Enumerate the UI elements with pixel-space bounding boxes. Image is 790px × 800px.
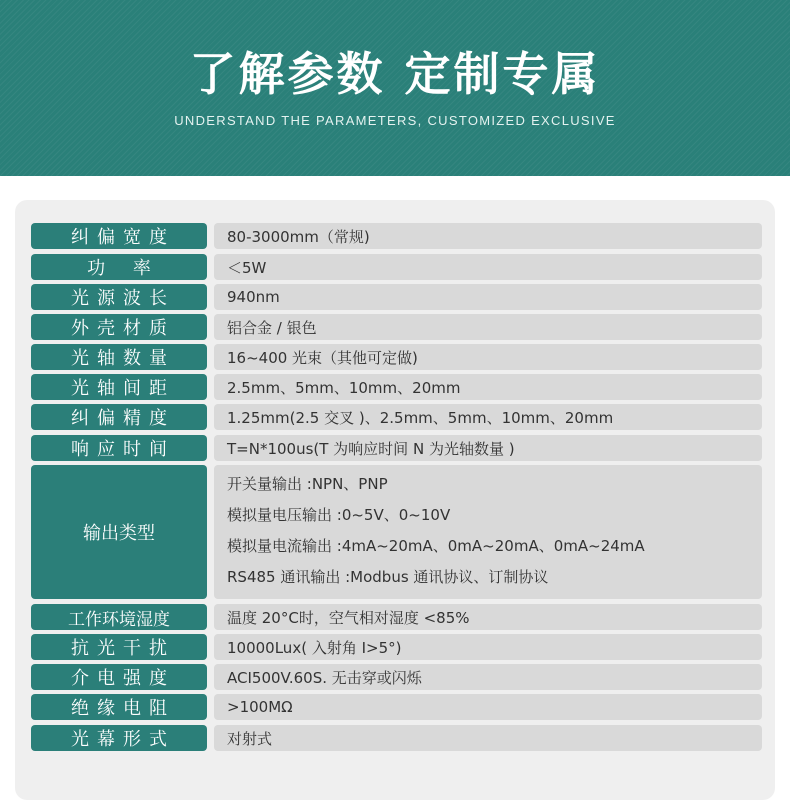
param-row-humidity — [31, 604, 762, 630]
param-label: 绝缘电阻 — [31, 694, 207, 720]
param-value: >100MΩ — [214, 694, 762, 720]
param-row-dielectric-strength — [31, 664, 762, 690]
output-type-item: 模拟量电压输出 :0~5V、0~10V — [227, 506, 451, 524]
param-label: 光幕形式 — [31, 725, 207, 751]
param-label: 纠偏精度 — [31, 404, 207, 430]
param-row-curtain-type — [31, 725, 762, 751]
param-value-list — [214, 465, 762, 599]
param-label: 介电强度 — [31, 664, 207, 690]
param-value: 对射式 — [214, 725, 762, 751]
param-row-output-type — [31, 465, 762, 599]
param-value: 16~400 光束（其他可定做) — [214, 344, 762, 370]
param-label: 功 率 — [31, 254, 207, 280]
param-value: 80-3000mm（常规) — [214, 223, 762, 249]
param-value: 10000Lux( 入射角 I>5°) — [214, 634, 762, 660]
param-label: 光轴数量 — [31, 344, 207, 370]
header-banner — [0, 0, 790, 176]
param-value: 铝合金 / 银色 — [214, 314, 762, 340]
page-title: 了解参数 定制专属 — [189, 47, 601, 101]
output-type-item: 模拟量电流输出 :4mA~20mA、0mA~20mA、0mA~24mA — [227, 537, 645, 555]
param-value: ACI500V.60S. 无击穿或闪烁 — [214, 664, 762, 690]
param-row-beam-count — [31, 344, 762, 370]
param-row-beam-spacing — [31, 374, 762, 400]
param-value: 1.25mm(2.5 交叉 )、2.5mm、5mm、10mm、20mm — [214, 404, 762, 430]
param-label: 响应时间 — [31, 435, 207, 461]
param-row-insulation-resistance — [31, 694, 762, 720]
output-type-item: 开关量输出 :NPN、PNP — [227, 475, 388, 493]
param-value: 2.5mm、5mm、10mm、20mm — [214, 374, 762, 400]
param-row-wavelength — [31, 284, 762, 310]
page-subtitle: UNDERSTAND THE PARAMETERS, CUSTOMIZED EXCLUSIVE — [174, 113, 616, 128]
param-value: 温度 20°C时，空气相对湿度 <85% — [214, 604, 762, 630]
param-row-correction-accuracy — [31, 404, 762, 430]
param-row-light-interference — [31, 634, 762, 660]
param-row-response-time — [31, 435, 762, 461]
param-label: 纠偏宽度 — [31, 223, 207, 249]
param-label: 光源波长 — [31, 284, 207, 310]
param-value: 940nm — [214, 284, 762, 310]
output-type-item: RS485 通讯输出 :Modbus 通讯协议、订制协议 — [227, 568, 549, 586]
param-row-power — [31, 254, 762, 280]
param-row-correction-width — [31, 223, 762, 249]
param-row-housing-material — [31, 314, 762, 340]
param-value: ＜5W — [214, 254, 762, 280]
param-label: 抗光干扰 — [31, 634, 207, 660]
param-label: 工作环境湿度 — [31, 604, 207, 630]
param-label: 外壳材质 — [31, 314, 207, 340]
param-label: 光轴间距 — [31, 374, 207, 400]
param-label: 输出类型 — [31, 465, 207, 599]
param-value: T=N*100us(T 为响应时间 N 为光轴数量 ) — [214, 435, 762, 461]
